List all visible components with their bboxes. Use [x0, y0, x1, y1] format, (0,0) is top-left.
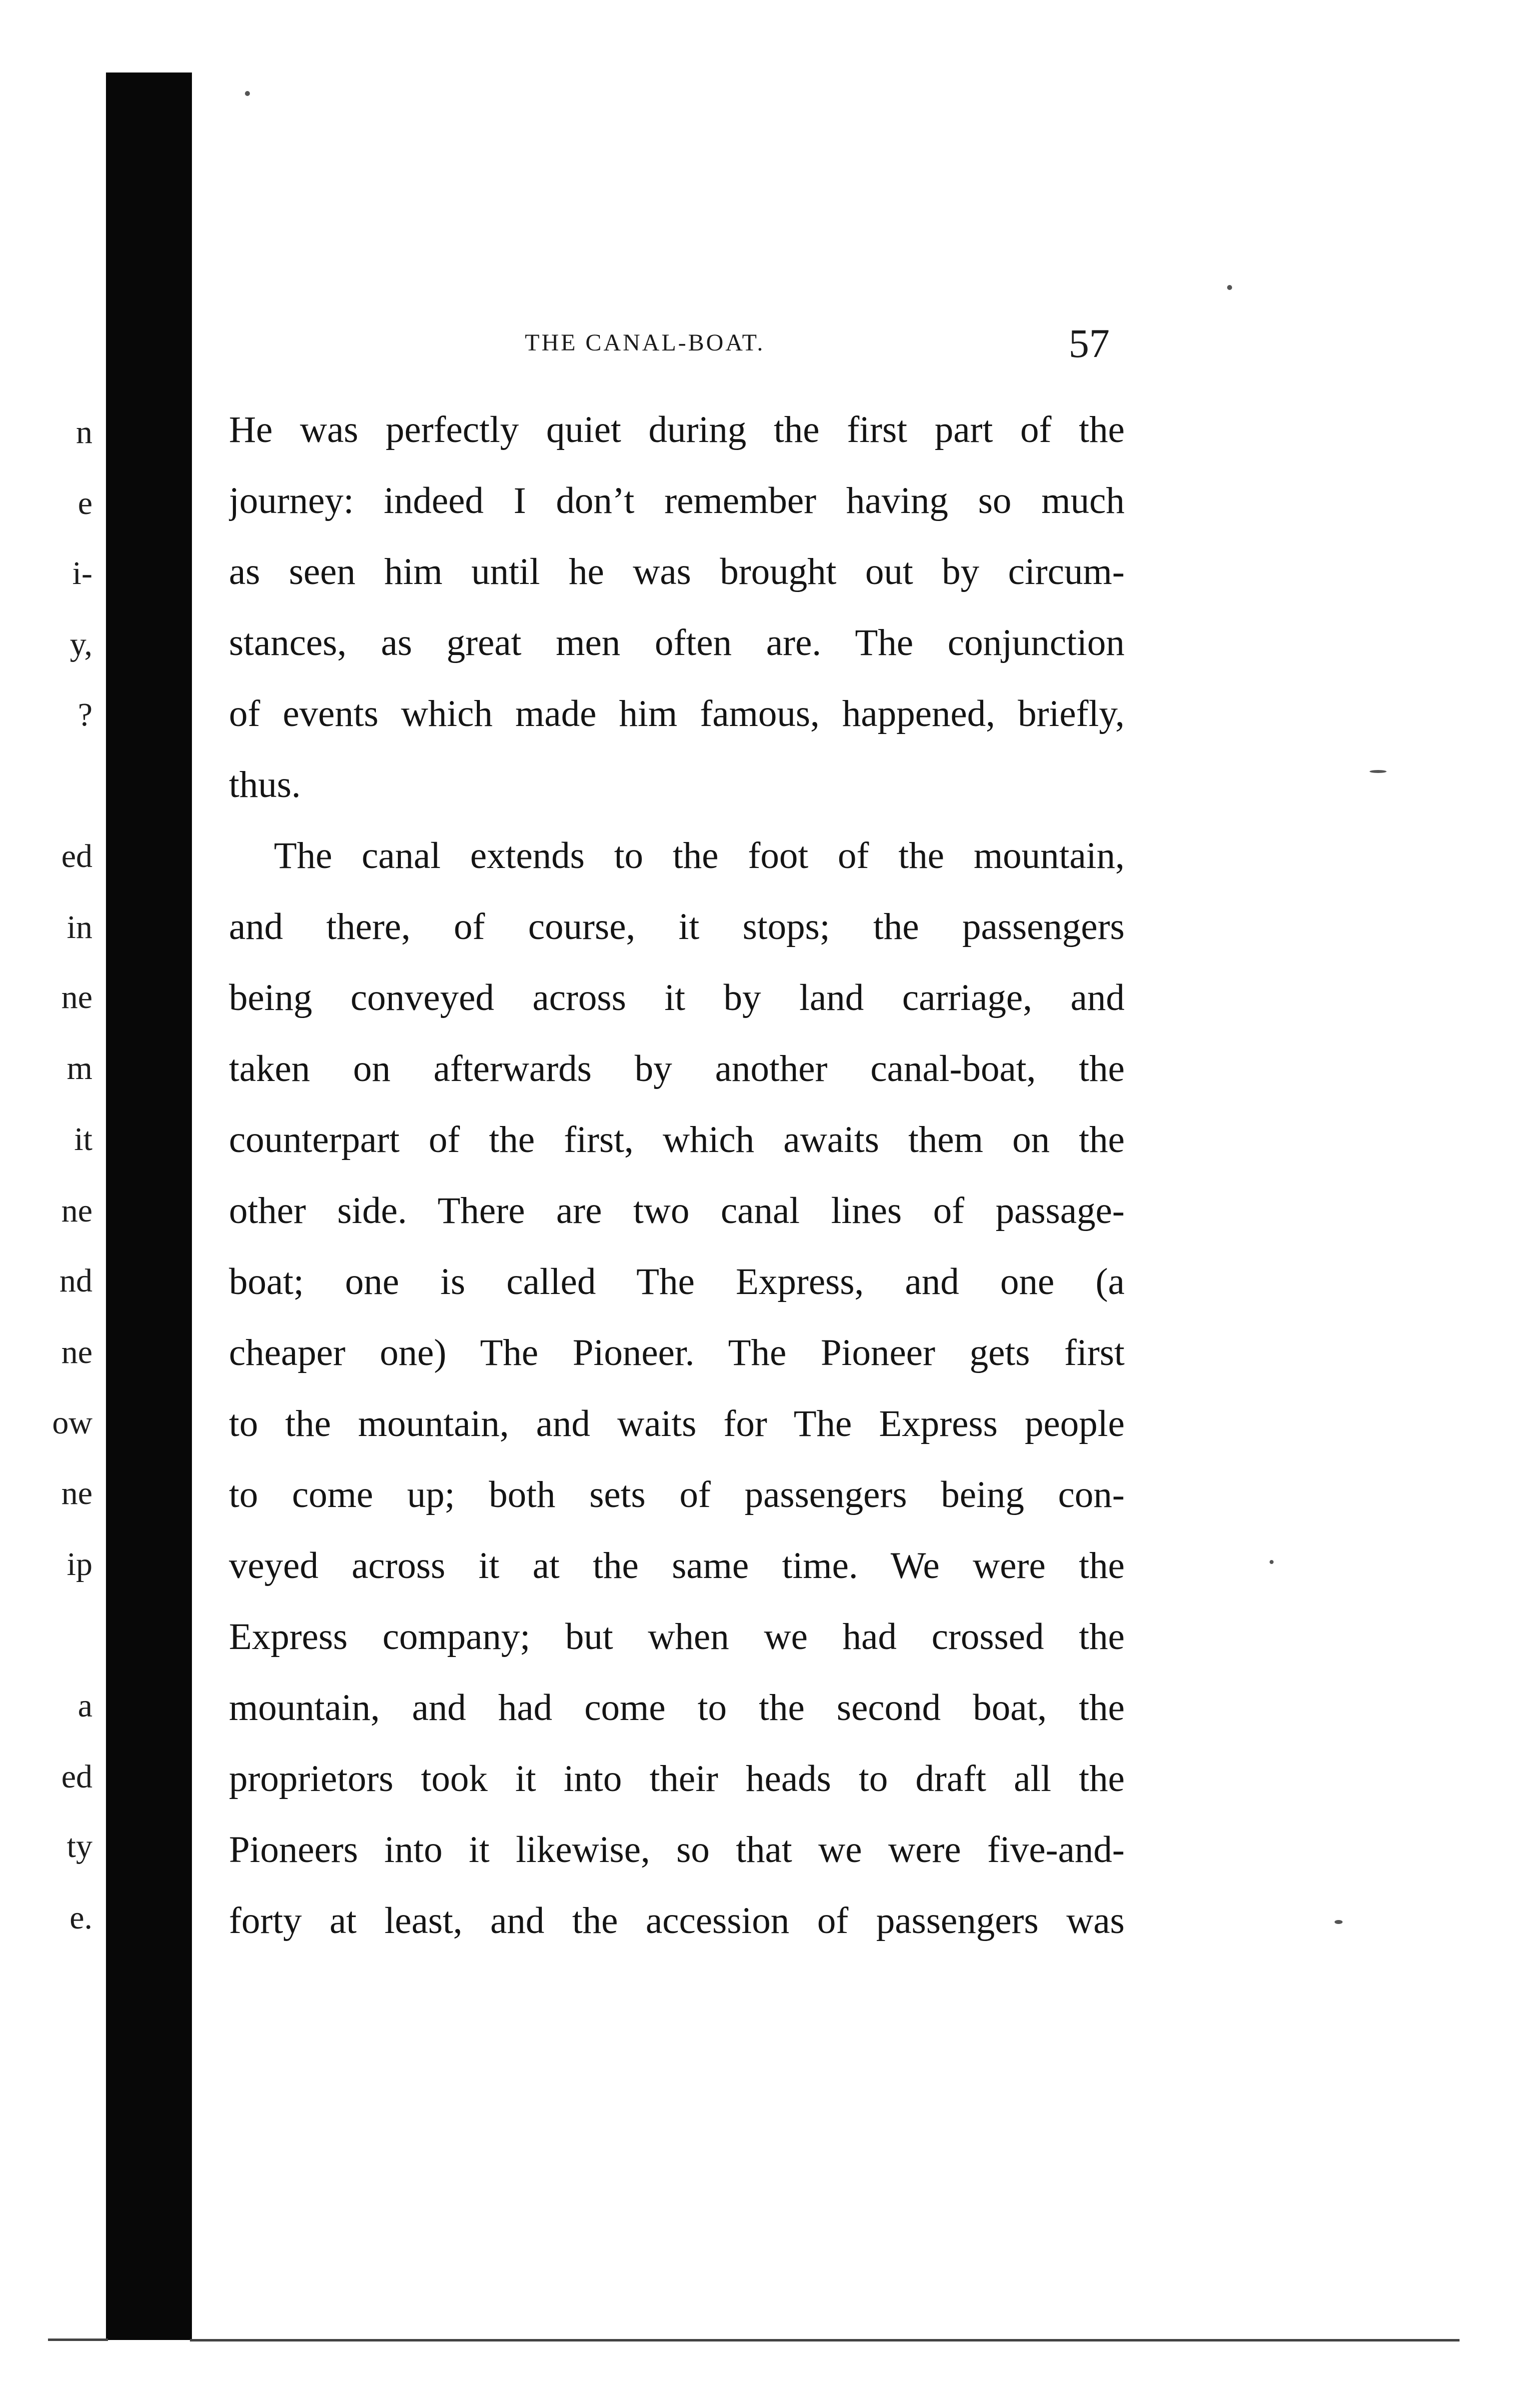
- text-line: to come up; both sets of passengers being con-: [229, 1474, 1125, 1516]
- text-line: taken on afterwards by another canal-boat, the: [229, 1048, 1125, 1090]
- text-line: and there, of course, it stops; the passengers: [229, 906, 1125, 948]
- text-line: stances, as great men often are. The conjunction: [229, 622, 1125, 664]
- text-line: counterpart of the first, which awaits them on the: [229, 1119, 1125, 1160]
- edge-fragment: a: [77, 1688, 92, 1724]
- bottom-rule: [190, 2339, 1460, 2342]
- text-line: other side. There are two canal lines of passage-: [229, 1190, 1125, 1232]
- bottom-rule-left: [48, 2338, 108, 2341]
- edge-fragment: ne: [61, 1334, 92, 1370]
- text-line: He was perfectly quiet during the first part of the: [229, 409, 1125, 450]
- edge-fragment: e.: [69, 1900, 92, 1936]
- text-line: as seen him until he was brought out by circum-: [229, 551, 1125, 592]
- page-number: 57: [1069, 320, 1110, 366]
- speck: [245, 91, 250, 96]
- text-line: The canal extends to the foot of the mountain,: [274, 835, 1125, 876]
- edge-fragment: ty: [66, 1828, 92, 1864]
- edge-fragment: m: [66, 1050, 92, 1086]
- edge-fragment: ed: [61, 838, 92, 874]
- speck: [1370, 770, 1387, 773]
- text-line: mountain, and had come to the second boat, the: [229, 1687, 1125, 1728]
- text-line: boat; one is called The Express, and one (a: [229, 1261, 1125, 1302]
- edge-fragment: ip: [66, 1546, 92, 1582]
- edge-fragment: y,: [69, 626, 92, 662]
- text-line: being conveyed across it by land carriage, and: [229, 977, 1125, 1018]
- edge-fragment: it: [74, 1121, 92, 1158]
- edge-fragment: ow: [52, 1404, 92, 1441]
- edge-fragment: ne: [61, 979, 92, 1016]
- text-line: veyed across it at the same time. We were the: [229, 1545, 1125, 1586]
- text-line: cheaper one) The Pioneer. The Pioneer gets first: [229, 1332, 1125, 1374]
- edge-fragment: ne: [61, 1475, 92, 1512]
- running-head: THE CANAL-BOAT.: [525, 330, 765, 356]
- edge-fragment: ed: [61, 1758, 92, 1795]
- text-line: of events which made him famous, happened, briefly,: [229, 693, 1125, 734]
- speck: [1227, 285, 1232, 290]
- edge-fragment: in: [66, 909, 92, 946]
- binding-shadow: [106, 72, 192, 2340]
- edge-fragment: ne: [61, 1192, 92, 1229]
- text-line: Pioneers into it likewise, so that we were five-and-: [229, 1829, 1125, 1870]
- text-line: proprietors took it into their heads to draft all the: [229, 1758, 1125, 1800]
- edge-fragment: n: [76, 414, 92, 450]
- edge-fragment: nd: [59, 1262, 92, 1299]
- speck: [1270, 1560, 1274, 1564]
- text-line: journey: indeed I don’t remember having so much: [229, 480, 1125, 522]
- text-line: to the mountain, and waits for The Express people: [229, 1403, 1125, 1444]
- text-line: forty at least, and the accession of passengers was: [229, 1900, 1125, 1942]
- edge-fragment: e: [77, 485, 92, 522]
- edge-fragment: ?: [77, 696, 92, 733]
- edge-fragment: i-: [72, 555, 92, 592]
- text-line: thus.: [229, 764, 301, 806]
- speck: [1335, 1920, 1343, 1924]
- text-line: Express company; but when we had crossed the: [229, 1616, 1125, 1658]
